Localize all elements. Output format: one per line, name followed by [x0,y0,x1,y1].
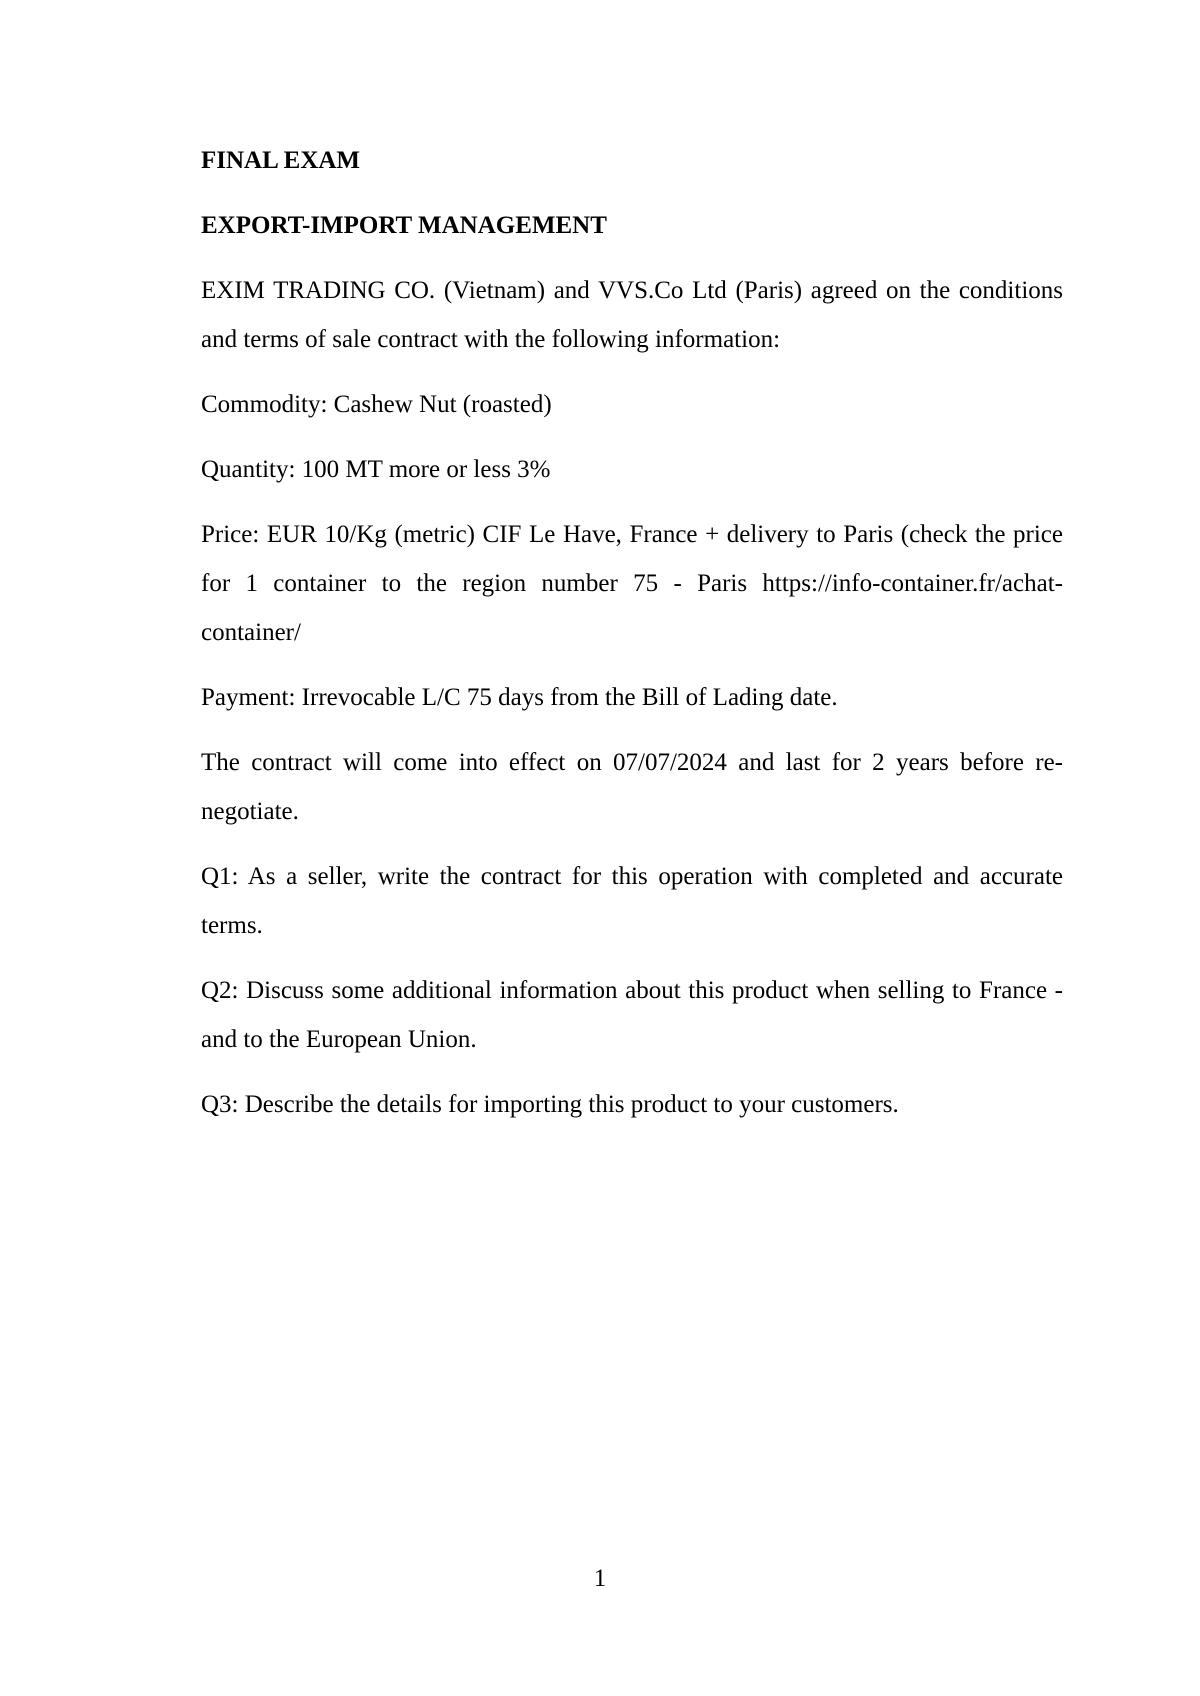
question-3: Q3: Describe the details for importing this product to your customers. [201,1091,899,1118]
page-number: 1 [593,1565,607,1592]
intro-paragraph: EXIM TRADING CO. (Vietnam) and VVS.Co Ltd (Paris) agreed on the conditions and terms of sale contract with the following information: [201,277,1063,353]
document-body [201,136,1063,1145]
payment-line: Payment: Irrevocable L/C 75 days from the Bill of Lading date. [201,684,838,711]
quantity-line: Quantity: 100 MT more or less 3% [201,456,551,483]
price-paragraph: Price: EUR 10/Kg (metric) CIF Le Have, France + delivery to Paris (check the price for 1 container to the region number 75 - Paris https://info-container.fr/achat-container/ [201,521,1063,646]
exam-title: FINAL EXAM [201,147,361,174]
question-1: Q1: As a seller, write the contract for this operation with completed and accurate terms. [201,863,1063,939]
question-2: Q2: Discuss some additional information about this product when selling to France - and to the European Union. [201,977,1063,1053]
course-title: EXPORT-IMPORT MANAGEMENT [201,212,607,239]
effect-paragraph: The contract will come into effect on 07/07/2024 and last for 2 years before re-negotiate. [201,749,1063,825]
commodity-line: Commodity: Cashew Nut (roasted) [201,391,552,418]
